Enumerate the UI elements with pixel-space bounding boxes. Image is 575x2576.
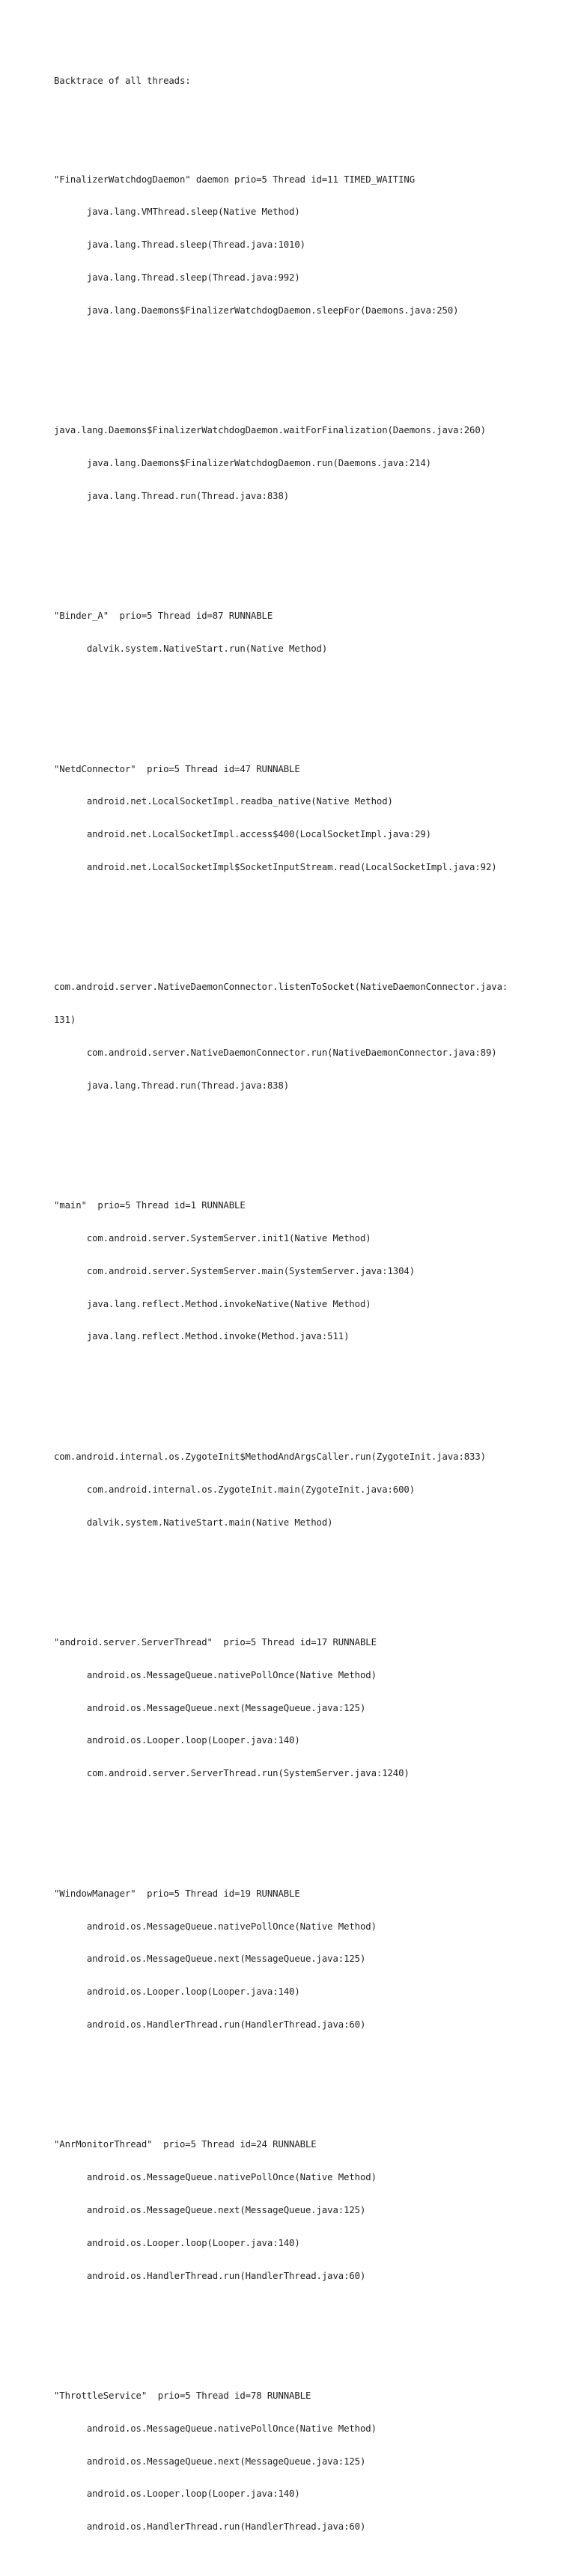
spacer xyxy=(54,1135,533,1146)
thread-header: "ThrottleService" prio=5 Thread id=78 RUNNABLE xyxy=(54,2390,311,2402)
thread-block xyxy=(54,1615,533,1801)
thread-block xyxy=(54,1867,533,2052)
thread-block xyxy=(54,152,533,337)
stack-frame: android.os.MessageQueue.nativePollOnce(Native Method) xyxy=(54,2423,377,2434)
thread-header: "NetdConnector" prio=5 Thread id=47 RUNNABLE xyxy=(54,763,300,774)
stack-frame: java.lang.VMThread.sleep(Native Method) xyxy=(54,206,300,218)
stack-frame: android.os.MessageQueue.nativePollOnce(Native Method) xyxy=(54,2172,377,2183)
stack-frame: android.net.LocalSocketImpl.readba_native(Native Method) xyxy=(54,796,393,807)
stack-frame: java.lang.Thread.run(Thread.java:838) xyxy=(54,1080,290,1091)
thread-block xyxy=(54,403,533,524)
stack-frame: android.os.MessageQueue.nativePollOnce(Native Method) xyxy=(54,1669,377,1680)
stack-frame: android.os.MessageQueue.next(MessageQueue.java:125) xyxy=(54,1954,366,1965)
spacer xyxy=(54,1823,533,1834)
backtrace-document xyxy=(54,54,533,2576)
stack-frame: java.lang.Thread.sleep(Thread.java:1010) xyxy=(54,239,305,251)
stack-frame: dalvik.system.NativeStart.run(Native Method) xyxy=(54,643,328,655)
stack-frame: com.android.server.SystemServer.main(SystemServer.java:1304) xyxy=(54,1265,416,1276)
stack-frame: com.android.server.ServerThread.run(SystemServer.java:1240) xyxy=(54,1768,410,1779)
stack-frame: android.os.HandlerThread.run(HandlerThread.java:60) xyxy=(54,2270,366,2281)
thread-header: com.android.internal.os.ZygoteInit$MethodAndArgsCaller.run(ZygoteInit.java:833) xyxy=(54,1451,486,1462)
thread-header: "FinalizerWatchdogDaemon" daemon prio=5 Thread id=11 TIMED_WAITING xyxy=(54,174,416,185)
thread-header: java.lang.Daemons$FinalizerWatchdogDaemon.waitForFinalization(Daemons.java:260) xyxy=(54,425,486,436)
stack-frame: java.lang.Daemons$FinalizerWatchdogDaemon.run(Daemons.java:214) xyxy=(54,457,431,468)
spacer xyxy=(54,545,533,557)
spacer xyxy=(54,108,533,120)
thread-header: "AnrMonitorThread" prio=5 Thread id=24 RUNNABLE xyxy=(54,2139,317,2150)
spacer xyxy=(54,360,533,371)
spacer xyxy=(54,698,533,709)
thread-block xyxy=(54,741,533,894)
spacer xyxy=(54,917,533,928)
thread-header: "main" prio=5 Thread id=1 RUNNABLE xyxy=(54,1200,246,1211)
thread-block xyxy=(54,2117,533,2303)
stack-frame: android.os.Looper.loop(Looper.java:140) xyxy=(54,1735,300,1746)
stack-frame: android.os.HandlerThread.run(HandlerThread.java:60) xyxy=(54,2521,366,2533)
spacer xyxy=(54,1386,533,1397)
thread-header: "Binder_A" prio=5 Thread id=87 RUNNABLE xyxy=(54,611,273,622)
stack-frame: android.os.Looper.loop(Looper.java:140) xyxy=(54,2237,300,2248)
stack-frame: android.net.LocalSocketImpl.access$400(LocalSocketImpl.java:29) xyxy=(54,829,431,840)
stack-frame: com.android.server.SystemServer.init1(Native Method) xyxy=(54,1233,371,1244)
stack-frame: android.os.MessageQueue.next(MessageQueue.java:125) xyxy=(54,1702,366,1713)
stack-frame: dalvik.system.NativeStart.main(Native Method) xyxy=(54,1517,333,1528)
thread-block xyxy=(54,2369,533,2554)
stack-frame: java.lang.Daemons$FinalizerWatchdogDaemon.sleepFor(Daemons.java:250) xyxy=(54,305,459,316)
document-heading: Backtrace of all threads: xyxy=(54,76,191,87)
stack-frame: android.os.MessageQueue.nativePollOnce(Native Method) xyxy=(54,1921,377,1932)
thread-block xyxy=(54,1178,533,1364)
thread-header-continuation: 131) xyxy=(54,1015,76,1026)
stack-frame: android.os.MessageQueue.next(MessageQueue.java:125) xyxy=(54,2204,366,2215)
thread-header: "WindowManager" prio=5 Thread id=19 RUNNABLE xyxy=(54,1888,300,1899)
stack-frame: com.android.internal.os.ZygoteInit.main(ZygoteInit.java:600) xyxy=(54,1484,416,1495)
spacer xyxy=(54,2074,533,2085)
stack-frame: com.android.server.NativeDaemonConnector.run(NativeDaemonConnector.java:89) xyxy=(54,1047,497,1059)
thread-block xyxy=(54,589,533,676)
stack-frame: android.os.HandlerThread.run(HandlerThread.java:60) xyxy=(54,2019,366,2030)
thread-block xyxy=(54,960,533,1113)
stack-frame: java.lang.Thread.run(Thread.java:838) xyxy=(54,490,290,501)
stack-frame: java.lang.reflect.Method.invoke(Method.java:511) xyxy=(54,1331,350,1342)
thread-header: com.android.server.NativeDaemonConnector.listenToSocket(NativeDaemonConnector.java: xyxy=(54,982,508,993)
stack-frame: android.net.LocalSocketImpl$SocketInputStream.read(LocalSocketImpl.java:92) xyxy=(54,861,497,872)
stack-frame: android.os.Looper.loop(Looper.java:140) xyxy=(54,2488,300,2500)
stack-frame: android.os.MessageQueue.next(MessageQueue.java:125) xyxy=(54,2456,366,2467)
stack-frame: java.lang.reflect.Method.invokeNative(Native Method) xyxy=(54,1298,371,1309)
spacer xyxy=(54,2325,533,2337)
thread-header: "android.server.ServerThread" prio=5 Thread id=17 RUNNABLE xyxy=(54,1637,377,1648)
thread-block xyxy=(54,1430,533,1550)
stack-frame: android.os.Looper.loop(Looper.java:140) xyxy=(54,1986,300,1998)
spacer xyxy=(54,1572,533,1583)
stack-frame: java.lang.Thread.sleep(Thread.java:992) xyxy=(54,272,300,283)
